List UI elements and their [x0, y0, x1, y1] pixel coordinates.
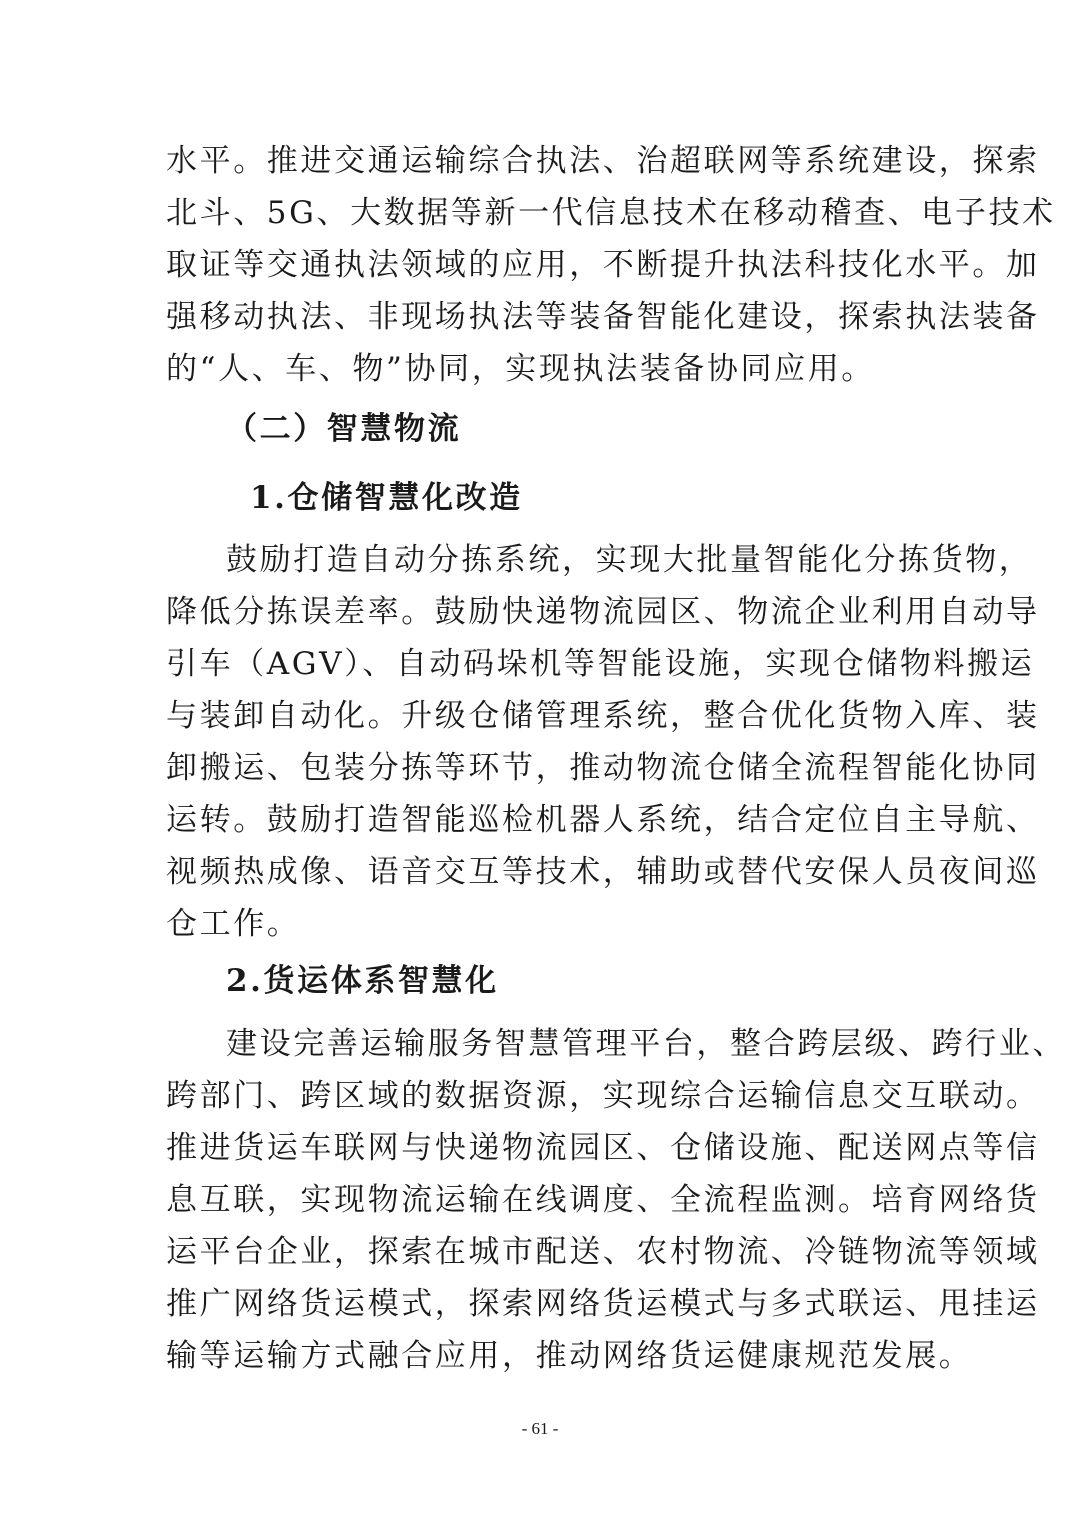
paragraph-line: 运平台企业，探索在城市配送、农村物流、冷链物流等领域	[166, 1234, 1040, 1270]
paragraph-line: 的“人、车、物”协同，实现执法装备协同应用。	[166, 351, 875, 387]
paragraph-line: 息互联，实现物流运输在线调度、全流程监测。培育网络货	[166, 1182, 1040, 1218]
paragraph-line: 降低分拣误差率。鼓励快递物流园区、物流企业利用自动导	[166, 594, 1040, 630]
paragraph-line: 鼓励打造自动分拣系统，实现大批量智能化分拣货物，	[226, 542, 1033, 578]
paragraph-line: 与装卸自动化。升级仓储管理系统，整合优化货物入库、装	[166, 698, 1040, 734]
section-heading: （二）智慧物流	[226, 411, 462, 447]
paragraph-line: 引车（AGV）、自动码垛机等智能设施，实现仓储物料搬运	[166, 646, 1035, 682]
paragraph-line: 运转。鼓励打造智能巡检机器人系统，结合定位自主导航、	[166, 802, 1040, 838]
subsection-title: 2.货运体系智慧化	[226, 963, 499, 999]
paragraph-line: 推广网络货运模式，探索网络货运模式与多式联运、甩挂运	[166, 1286, 1040, 1322]
paragraph-line: 北斗、5G、大数据等新一代信息技术在移动稽查、电子技术	[166, 195, 1056, 231]
paragraph-line: 仓工作。	[166, 906, 301, 942]
paragraph-line: 跨部门、跨区域的数据资源，实现综合运输信息交互联动。	[166, 1078, 1040, 1114]
paragraph-line: 强移动执法、非现场执法等装备智能化建设，探索执法装备	[166, 299, 1040, 335]
paragraph-line: 视频热成像、语音交互等技术，辅助或替代安保人员夜间巡	[166, 854, 1040, 890]
paragraph-line: 推进货运车联网与快递物流园区、仓储设施、配送网点等信	[166, 1130, 1040, 1166]
paragraph-line: 建设完善运输服务智慧管理平台，整合跨层级、跨行业、	[226, 1026, 1066, 1062]
page-number: - 61 -	[521, 1419, 559, 1438]
paragraph-line: 卸搬运、包装分拣等环节，推动物流仓储全流程智能化协同	[166, 750, 1040, 786]
subsection-title: 1.仓储智慧化改造	[250, 480, 523, 516]
paragraph-line: 取证等交通执法领域的应用，不断提升执法科技化水平。加	[166, 247, 1040, 283]
paragraph-line: 水平。推进交通运输综合执法、治超联网等系统建设，探索	[166, 143, 1040, 179]
paragraph-line: 输等运输方式融合应用，推动网络货运健康规范发展。	[166, 1338, 973, 1374]
